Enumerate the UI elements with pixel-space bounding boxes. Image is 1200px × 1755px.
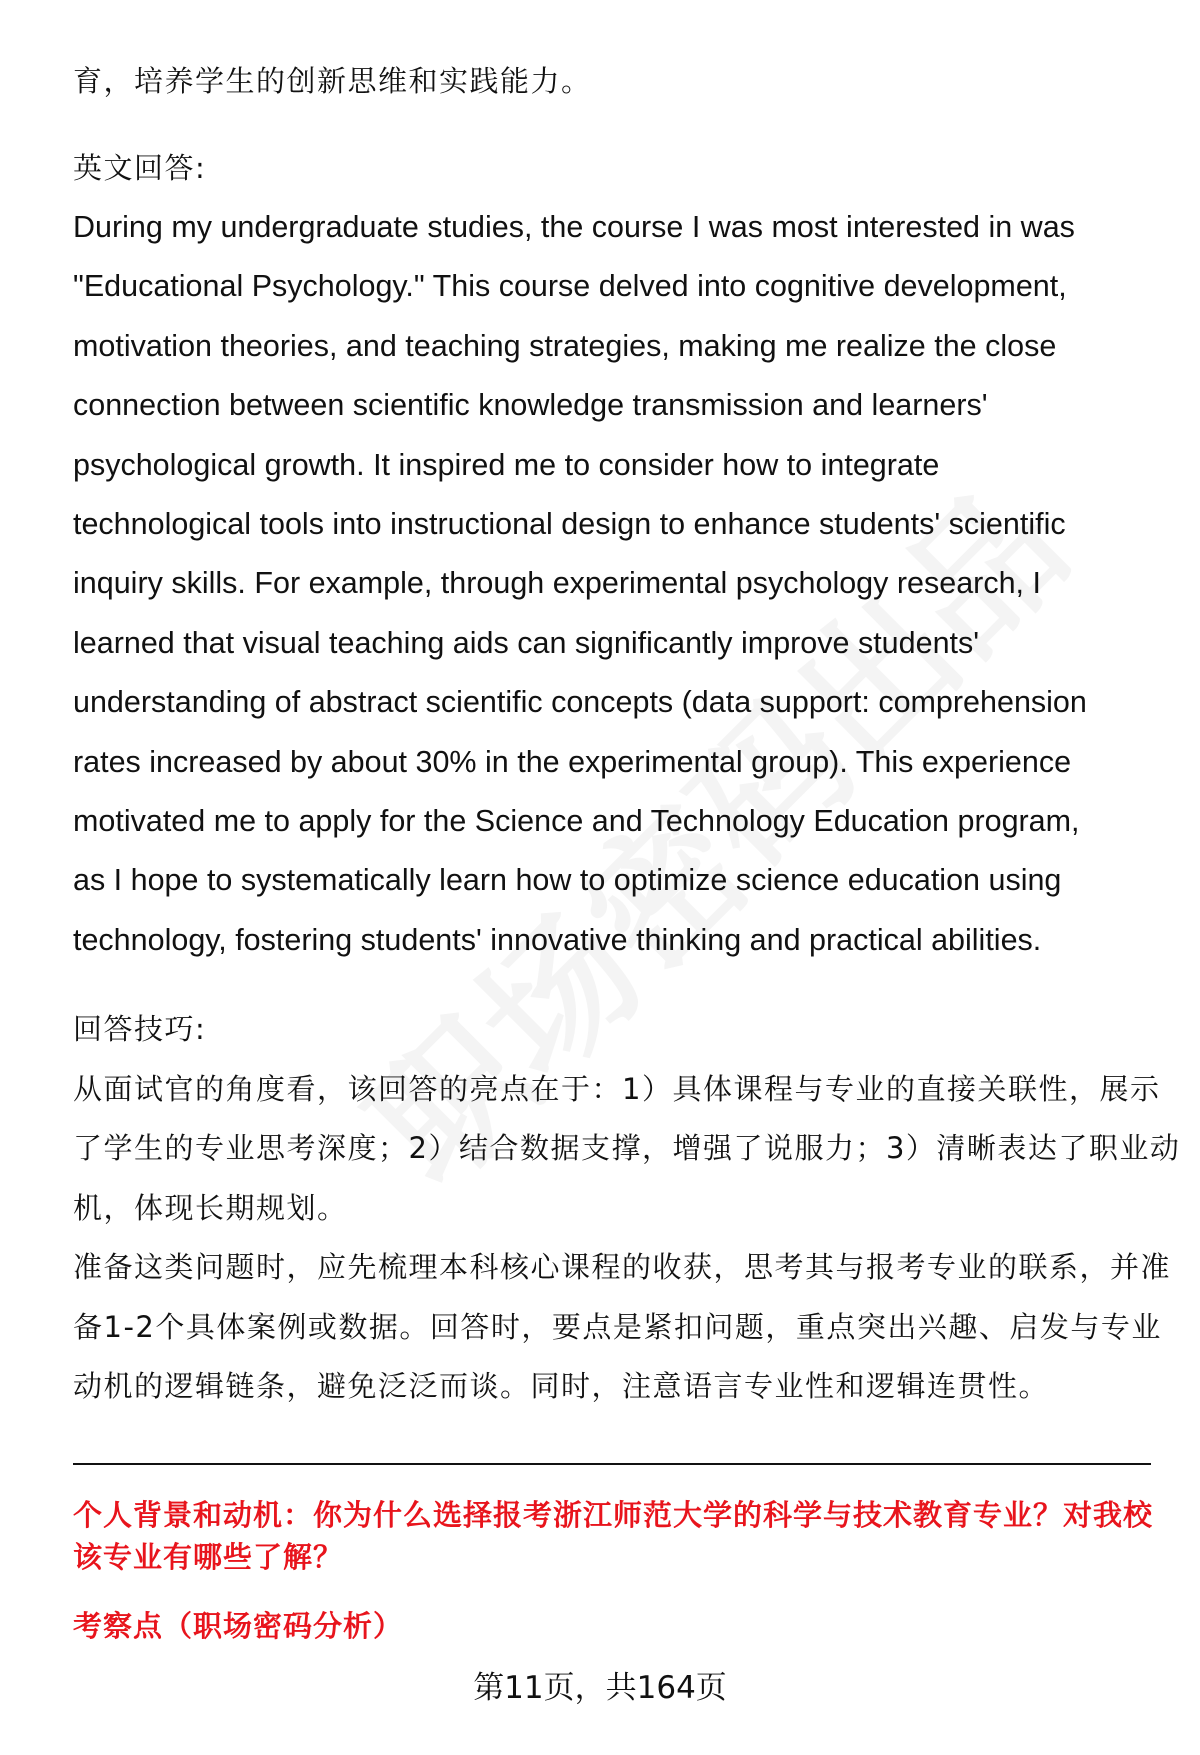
english-answer-label: 英文回答: bbox=[73, 151, 207, 185]
english-answer-line: technology, fostering students' innovative thinking and practical abilities. bbox=[73, 922, 1042, 957]
english-answer-line: motivation theories, and teaching strategies, making me realize the close bbox=[73, 328, 1057, 363]
english-answer-line: During my undergraduate studies, the course I was most interested in was bbox=[73, 210, 1075, 244]
section-divider bbox=[73, 1463, 1151, 1465]
english-answer-line: motivated me to apply for the Science and Technology Education program, bbox=[73, 804, 1080, 838]
tips-line: 机，体现长期规划。 bbox=[73, 1190, 348, 1225]
tips-line: 备1-2个具体案例或数据。回答时，要点是紧扣问题，重点突出兴趣、启发与专业 bbox=[73, 1309, 1162, 1344]
tips-line: 动机的逻辑链条，避免泛泛而谈。同时，注意语言专业性和逻辑连贯性。 bbox=[73, 1369, 1050, 1403]
page-number: 第11页，共164页 bbox=[473, 1670, 727, 1706]
question-heading-line-1: 个人背景和动机：你为什么选择报考浙江师范大学的科学与技术教育专业？对我校 bbox=[73, 1498, 1154, 1532]
english-answer-line: "Educational Psychology." This course delved into cognitive development, bbox=[73, 269, 1067, 304]
tips-label: 回答技巧: bbox=[73, 1012, 207, 1046]
english-answer-line: understanding of abstract scientific concepts (data support: comprehension bbox=[73, 685, 1087, 720]
intro-tail-text: 育，培养学生的创新思维和实践能力。 bbox=[73, 64, 592, 98]
english-answer-line: psychological growth. It inspired me to consider how to integrate bbox=[73, 447, 940, 482]
english-answer-line: as I hope to systematically learn how to optimize science education using bbox=[73, 863, 1062, 898]
english-answer-line: technological tools into instructional design to enhance students' scientific bbox=[73, 507, 1066, 541]
english-answer-line: learned that visual teaching aids can significantly improve students' bbox=[73, 625, 980, 660]
english-answer-line: inquiry skills. For example, through experimental psychology research, I bbox=[73, 566, 1041, 601]
analysis-subheading: 考察点（职场密码分析） bbox=[73, 1609, 404, 1643]
tips-line: 从面试官的角度看，该回答的亮点在于：1）具体课程与专业的直接关联性，展示 bbox=[73, 1072, 1161, 1106]
english-answer-line: rates increased by about 30% in the experimental group). This experience bbox=[73, 744, 1072, 779]
tips-line: 准备这类问题时，应先梳理本科核心课程的收获，思考其与报考专业的联系，并准 bbox=[73, 1250, 1172, 1285]
tips-line: 了学生的专业思考深度；2）结合数据支撑，增强了说服力；3）清晰表达了职业动 bbox=[73, 1131, 1181, 1166]
english-answer-line: connection between scientific knowledge transmission and learners' bbox=[73, 388, 988, 423]
question-heading-line-2: 该专业有哪些了解？ bbox=[73, 1540, 344, 1574]
